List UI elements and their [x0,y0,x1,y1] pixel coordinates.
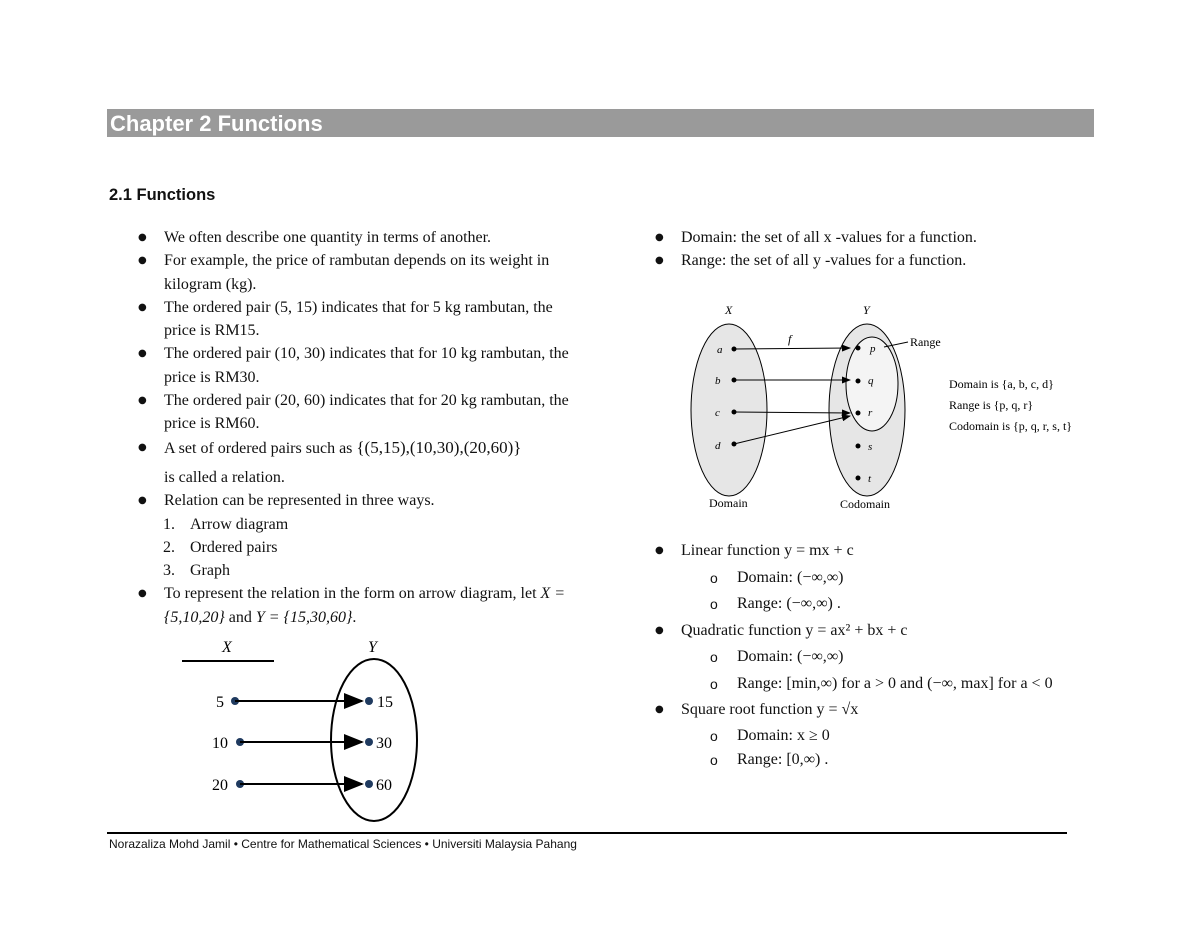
arrow-diagram-y-label: Y [368,639,377,656]
setup-and: and [228,608,252,626]
figure-x-label: X [725,303,733,317]
domain-element: d [715,440,721,452]
note-domain: Domain is {a, b, c, d} [949,377,1054,391]
codomain-element: s [868,441,873,453]
footer-rule [107,832,1067,834]
sqrt-domain: o Domain: x ≥ 0 [652,724,1092,748]
codomain-element: r [868,407,873,419]
bullet-rambutan-example: ● For example, the price of rambutan depends on its weight in kilogram (kg). [135,249,575,296]
domain-ellipse [691,324,767,496]
setup-end: . [352,608,357,626]
quadratic-range: o Range: [min,∞) for a > 0 and (−∞, max] for a < 0 [652,671,1077,698]
codomain-element: p [870,343,876,355]
note-codomain: Codomain is {p, q, r, s, t} [949,419,1073,433]
way-item: 2. Ordered pairs [163,538,278,556]
y-dot [365,738,373,746]
mapping-figure [682,298,1092,518]
note-range: Range is {p, q, r} [949,398,1034,412]
bullet-relation-definition [135,436,575,490]
section-title: 2.1 Functions [109,186,216,204]
relation-text-post: is called a relation. [164,468,285,486]
codomain-dot [856,346,861,351]
bullet-arrow-diagram-setup [135,582,575,629]
sqrt-range: o Range: [0,∞) . [652,748,1092,772]
bullet-domain-definition: ● Domain: the set of all x -values for a function. [652,226,1092,249]
codomain-ellipse [331,659,417,821]
relation-set: {(5,15),(10,30),(20,60)} [356,437,522,457]
domain-element: b [715,375,721,387]
ways-list [135,513,575,583]
right-column-functions [652,538,1092,772]
x-value: 10 [212,735,228,752]
function-label: f [788,332,792,346]
codomain-dot [856,411,861,416]
set-y: Y = {15,30,60} [255,608,353,626]
arrow-diagram-x-label: X [222,639,232,656]
range-tag: Range [910,335,941,349]
bullet-pair-5-15: ● The ordered pair (5, 15) indicates that for 5 kg rambutan, the price is RM15. [135,296,575,343]
y-dot [365,780,373,788]
codomain-element: t [868,473,872,485]
codomain-caption: Codomain [840,497,890,511]
bullet-describe-quantity: ● We often describe one quantity in terms of another. [135,226,575,249]
quadratic-domain: o Domain: (−∞,∞) [652,644,1092,671]
codomain-dot [856,476,861,481]
y-value: 15 [377,694,393,711]
domain-element: c [715,407,720,419]
linear-range: o Range: (−∞,∞) . [652,591,1092,618]
left-column [135,226,575,629]
chapter-title: Chapter 2 Functions [110,111,323,136]
way-item: 3. Graph [163,562,230,580]
figure-y-label: Y [863,303,870,317]
domain-caption: Domain [709,496,748,510]
bullet-pair-10-30: ● The ordered pair (10, 30) indicates that for 10 kg rambutan, the price is RM30. [135,342,575,389]
right-column-top [652,226,1092,273]
codomain-dot [856,379,861,384]
domain-element: a [717,344,723,356]
bullet-range-definition: ● Range: the set of all y -values for a function. [652,249,1092,272]
x-value: 20 [212,777,228,794]
footer-text: Norazaliza Mohd Jamil • Centre for Mathematical Sciences • Universiti Malaysia Pahang [109,837,577,851]
bullet-linear-function: ● Linear function y = mx + c [652,538,1092,565]
relation-text-pre: A set of ordered pairs such as [164,439,353,457]
y-value: 30 [376,735,392,752]
setup-text: To represent the relation in the form on arrow diagram, let [164,585,537,603]
bullet-quadratic-function: ● Quadratic function y = ax² + bx + c [652,618,1092,645]
set-x: X = {5,10,20} [164,585,566,626]
way-item: 1. Arrow diagram [163,515,289,533]
linear-domain: o Domain: (−∞,∞) [652,565,1092,592]
y-dot [365,697,373,705]
codomain-dot [856,444,861,449]
arrow-diagram [170,632,440,827]
x-value: 5 [216,694,224,711]
bullet-three-ways: ● Relation can be represented in three ways. [135,489,575,512]
bullet-pair-20-60: ● The ordered pair (20, 60) indicates that for 20 kg rambutan, the price is RM60. [135,389,575,436]
y-value: 60 [376,777,392,794]
codomain-element: q [868,375,874,387]
bullet-square-root-function: ● Square root function y = √x [652,697,1092,724]
